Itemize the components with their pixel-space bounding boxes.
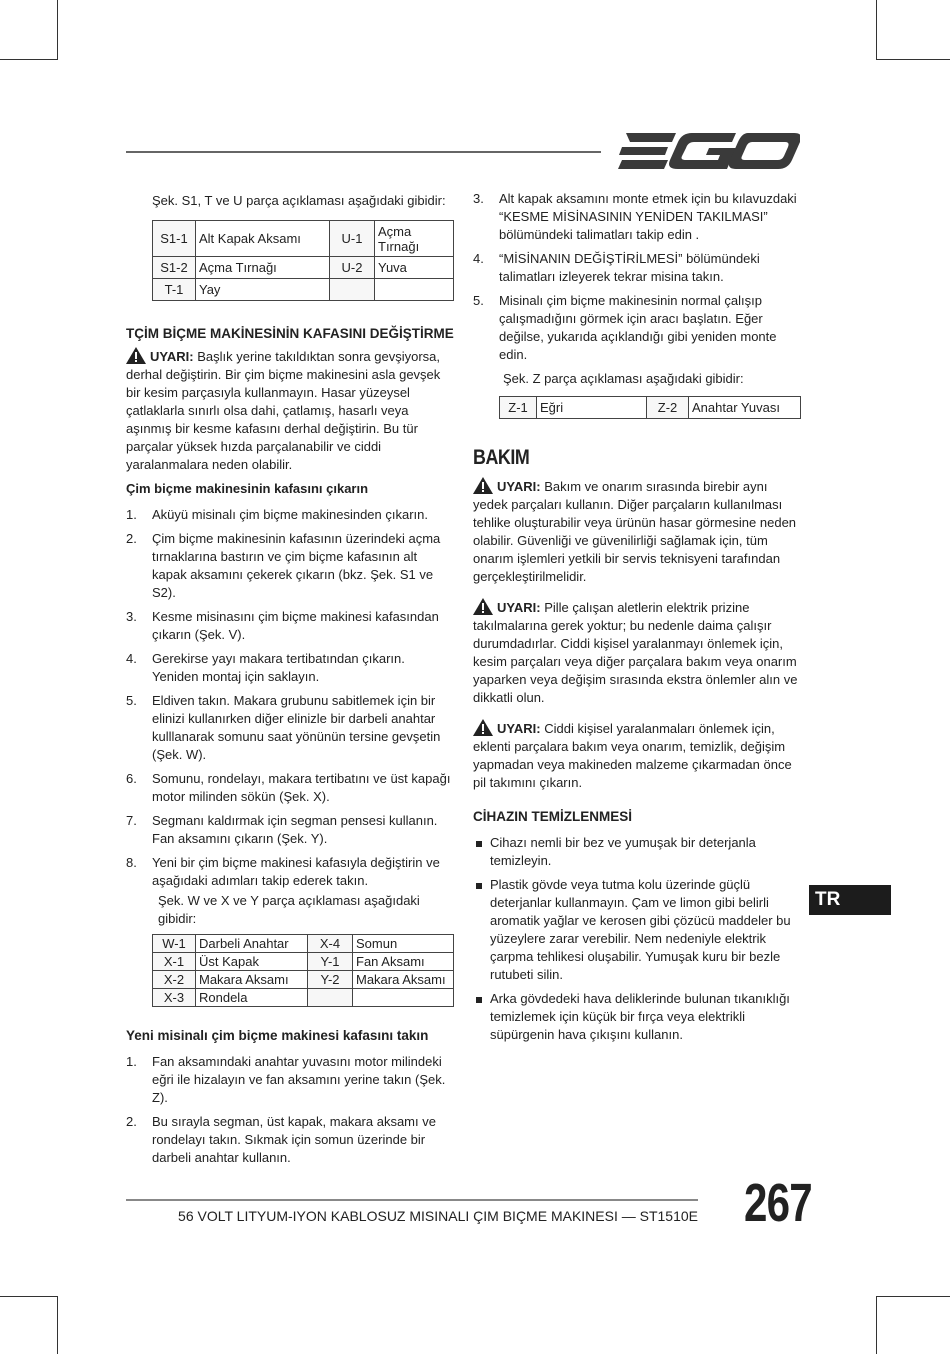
part-desc: [375, 279, 454, 301]
step-text: Çim biçme makinesinin kafasının üzerindeki açma tırnaklarına bastırın ve çim biçme kafasının alt kapak aksamını çekerek çıkarın (bkz. Şek. S1 ve S2).: [152, 531, 441, 600]
step-number: 6.: [126, 771, 137, 786]
subsection-title-remove-head: Çim biçme makinesinin kafasını çıkarın: [126, 481, 369, 496]
step-number: 8.: [126, 855, 137, 870]
step-text: Bu sırayla segman, üst kapak, makara aksamı ve rondelayı takın. Sıkmak için somun üzerinde bir darbeli anahtar kullanın.: [152, 1114, 436, 1165]
section-title-cleaning: CİHAZIN TEMİZLENMESİ: [473, 809, 632, 824]
part-desc: Makara Aksamı: [353, 971, 454, 989]
parts-table-s1-t-u: [152, 220, 454, 301]
step-text: “MİSİNANIN DEĞİŞTİRİLMESİ” bölümündeki talimatları izleyerek tekrar misina takın.: [499, 251, 760, 284]
step-text: Kesme misinasını çim biçme makinesi kafasından çıkarın (Şek. V).: [152, 609, 439, 642]
list-item: [126, 1113, 454, 1167]
step-text: Somunu, rondelayı, makara tertibatını ve üst kapağı motor milinden sökün (Şek. X).: [152, 771, 451, 804]
step-number: 2.: [126, 1114, 137, 1129]
figure-caption-z: Şek. Z parça açıklaması aşağıdaki gibidir:: [503, 371, 744, 386]
part-code: X-2: [153, 971, 196, 989]
subsection-title-install-head: Yeni misinalı çim biçme makinesi kafasını takın: [126, 1028, 429, 1043]
footer-title: 56 VOLT LITYUM-IYON KABLOSUZ MISINALI ÇIM BIÇME MAKINESI — ST1510E: [178, 1208, 698, 1224]
part-code: [330, 279, 375, 301]
table-row: [153, 989, 454, 1007]
crop-mark: [0, 59, 58, 60]
parts-table-w-x-y: [152, 934, 454, 1007]
part-code: X-1: [153, 953, 196, 971]
part-code: S1-2: [153, 257, 196, 279]
part-code: W-1: [153, 935, 196, 953]
warning-text: Bakım ve onarım sırasında birebir aynı yedek parçaları kullanın. Diğer parçaların kullanılması tehlike oluşturabilir veya ürünün hasar görmesine neden olabilir. Güvenliği ve güvenilirliği sağlamak için, tüm onarım işlemleri yetkili bir servis teknisyeni tarafından gerçekleştirilmelidir.: [473, 479, 797, 584]
step-number: 3.: [126, 609, 137, 624]
step-number: 4.: [126, 651, 137, 666]
warning-paragraph: [473, 719, 803, 792]
step-text: Misinalı çim biçme makinesinin normal çalışıp çalışmadığını görmek için aracı başlatın. Eğer değilse, yukarıda açıklandığı gibi yeniden monte edin.: [499, 293, 777, 362]
step-number: 2.: [126, 531, 137, 546]
part-desc: Makara Aksamı: [196, 971, 308, 989]
part-code: U-2: [330, 257, 375, 279]
step-number: 5.: [473, 293, 484, 308]
table-row: [153, 971, 454, 989]
cleaning-list: [473, 834, 803, 1044]
part-desc: Somun: [353, 935, 454, 953]
table-row: [153, 953, 454, 971]
ego-logo: [618, 130, 800, 172]
warning-text: Pille çalışan aletlerin elektrik prizine takılmalarına gerek yoktur; bu nedenle daima çalışır durumdadırlar. Ciddi kişisel yaralanmayı önlemek için, kesim parçaları veya diğer parçalara bakım veya onarım yaparken veya değişim sırasında ekstra önlemler alın ve dikkatli olun.: [473, 600, 798, 705]
install-steps-list: [126, 1053, 454, 1167]
step-number: 5.: [126, 693, 137, 708]
step-number: 4.: [473, 251, 484, 266]
crop-mark: [57, 0, 58, 60]
list-item: [126, 812, 454, 848]
list-item: Arka gövdedeki hava deliklerinde bulunan tıkanıklığı temizlemek için küçük bir fırça veya elektrikli süpürgenin hava çıkışını kullanın.: [473, 990, 803, 1044]
part-code: X-3: [153, 989, 196, 1007]
part-desc: Rondela: [196, 989, 308, 1007]
step-text: Aküyü misinalı çim biçme makinesinden çıkarın.: [152, 507, 428, 522]
removal-steps-list: [126, 506, 454, 890]
part-desc: Darbeli Anahtar: [196, 935, 308, 953]
table-row: [153, 279, 454, 301]
warning-label: UYARI:: [150, 349, 194, 364]
list-item: Cihazı nemli bir bez ve yumuşak bir deterjanla temizleyin.: [473, 834, 803, 870]
list-item: [126, 692, 454, 764]
figure-caption-s1-t-u: Şek. S1, T ve U parça açıklaması aşağıdaki gibidir:: [152, 193, 446, 208]
warning-triangle-icon: [473, 719, 493, 736]
table-row: [153, 257, 454, 279]
list-item: Plastik gövde veya tutma kolu üzerinde güçlü deterjanlar kullanmayın. Çam ve limon gibi belirli aromatik yağlar ve kerosen gibi çözücü maddeler bu yüzeylere zarar verebilir. Nem nedeniyle elektrik çarpma tehlikesi oluşabilir. Yumuşak kuru bir bezle rutubeti silin.: [473, 876, 803, 984]
header-rule: [126, 151, 601, 153]
list-item: [126, 650, 454, 686]
step-number: 1.: [126, 507, 137, 522]
part-code: Y-1: [308, 953, 353, 971]
step-text: Gerekirse yayı makara tertibatından çıkarın. Yeniden montaj için saklayın.: [152, 651, 405, 684]
warning-label: UYARI:: [497, 479, 541, 494]
step-text: Segmanı kaldırmak için segman pensesi kullanın. Fan aksamını çıkarın (Şek. Y).: [152, 813, 438, 846]
list-item: [473, 250, 803, 286]
list-item: [126, 530, 454, 602]
parts-table-z: [499, 396, 801, 419]
crop-mark: [876, 59, 950, 60]
part-code: X-4: [308, 935, 353, 953]
part-code: U-1: [330, 221, 375, 257]
figure-caption-w-x-y: Şek. W ve X ve Y parça açıklaması aşağıdaki gibidir:: [158, 893, 420, 926]
list-item: [126, 854, 454, 890]
warning-triangle-icon: [473, 477, 493, 494]
part-desc: [353, 989, 454, 1007]
list-item: [126, 770, 454, 806]
step-number: 3.: [473, 191, 484, 206]
warning-label: UYARI:: [497, 721, 541, 736]
section-title-maintenance: BAKIM: [473, 446, 530, 469]
crop-mark: [876, 1296, 877, 1354]
table-row: [153, 935, 454, 953]
part-desc: Anahtar Yuvası: [689, 397, 801, 419]
warning-label: UYARI:: [497, 600, 541, 615]
step-number: 7.: [126, 813, 137, 828]
step-text: Eldiven takın. Makara grubunu sabitlemek için bir elinizi kullanırken diğer elinizle bir darbeli anahtar kulllanarak somunu saat yönünün tersine gevşetin (Şek. W).: [152, 693, 441, 762]
part-desc: Üst Kapak: [196, 953, 308, 971]
warning-text: Ciddi kişisel yaralanmaları önlemek için, eklenti parçalara bakım veya onarım, temizlik, değişim yapmadan veya makineden malzeme çıkarmadan önce pil takımını çıkarın.: [473, 721, 792, 790]
part-code: S1-1: [153, 221, 196, 257]
part-code: [308, 989, 353, 1007]
section-title-replace-head: TÇİM BİÇME MAKİNESİNİN KAFASINI DEĞİŞTİRME: [126, 326, 454, 341]
warning-paragraph: [126, 347, 454, 474]
crop-mark: [876, 0, 877, 60]
language-tab: TR: [809, 885, 891, 915]
warning-paragraph: [473, 598, 803, 707]
part-code: Z-2: [647, 397, 689, 419]
list-item: [473, 190, 803, 244]
list-item: [473, 292, 803, 364]
part-desc: Eğri: [537, 397, 647, 419]
part-desc: Açma Tırnağı: [196, 257, 330, 279]
list-item: [126, 608, 454, 644]
part-desc: Alt Kapak Aksamı: [196, 221, 330, 257]
list-item: [126, 506, 454, 524]
install-steps-list-continued: [473, 190, 803, 364]
table-row: [500, 397, 801, 419]
part-code: Y-2: [308, 971, 353, 989]
warning-text: Başlık yerine takıldıktan sonra gevşiyorsa, derhal değiştirin. Bir çim biçme makinesini asla gevşek bir kesim parçasıyla kullanmayın. Hasar yüzeysel çatlaklarla sınırlı olsa dahi, çatlamış, hasarlı veya aşınmış bir kesme kafasını derhal değiştirin. Bu tür parçalar yüksek hızda parçalanabilir ve ciddi yaralanmalara neden olabilir.: [126, 349, 441, 472]
part-code: Z-1: [500, 397, 537, 419]
warning-triangle-icon: [473, 598, 493, 615]
crop-mark: [0, 1296, 58, 1297]
crop-mark: [876, 1296, 950, 1297]
step-number: 1.: [126, 1054, 137, 1069]
table-row: [153, 221, 454, 257]
step-text: Alt kapak aksamını monte etmek için bu kılavuzdaki “KESME MİSİNASININ YENİDEN TAKILMASI” bölümündeki talimatları takip edin .: [499, 191, 797, 242]
part-desc: Fan Aksamı: [353, 953, 454, 971]
part-code: T-1: [153, 279, 196, 301]
footer-rule: [126, 1199, 698, 1201]
warning-paragraph: [473, 477, 803, 586]
crop-mark: [57, 1296, 58, 1354]
list-item: [126, 1053, 454, 1107]
step-text: Yeni bir çim biçme makinesi kafasıyla değiştirin ve aşağıdaki adımları takip ederek takın.: [152, 855, 440, 888]
page-number: 267: [744, 1173, 812, 1233]
part-desc: Yay: [196, 279, 330, 301]
warning-triangle-icon: [126, 347, 146, 364]
right-column: [473, 190, 803, 1050]
part-desc: Açma Tırnağı: [375, 221, 454, 257]
left-column: [126, 192, 454, 1173]
step-text: Fan aksamındaki anahtar yuvasını motor milindeki eğri ile hizalayın ve fan aksamını yerine takın (Şek. Z).: [152, 1054, 446, 1105]
part-desc: Yuva: [375, 257, 454, 279]
